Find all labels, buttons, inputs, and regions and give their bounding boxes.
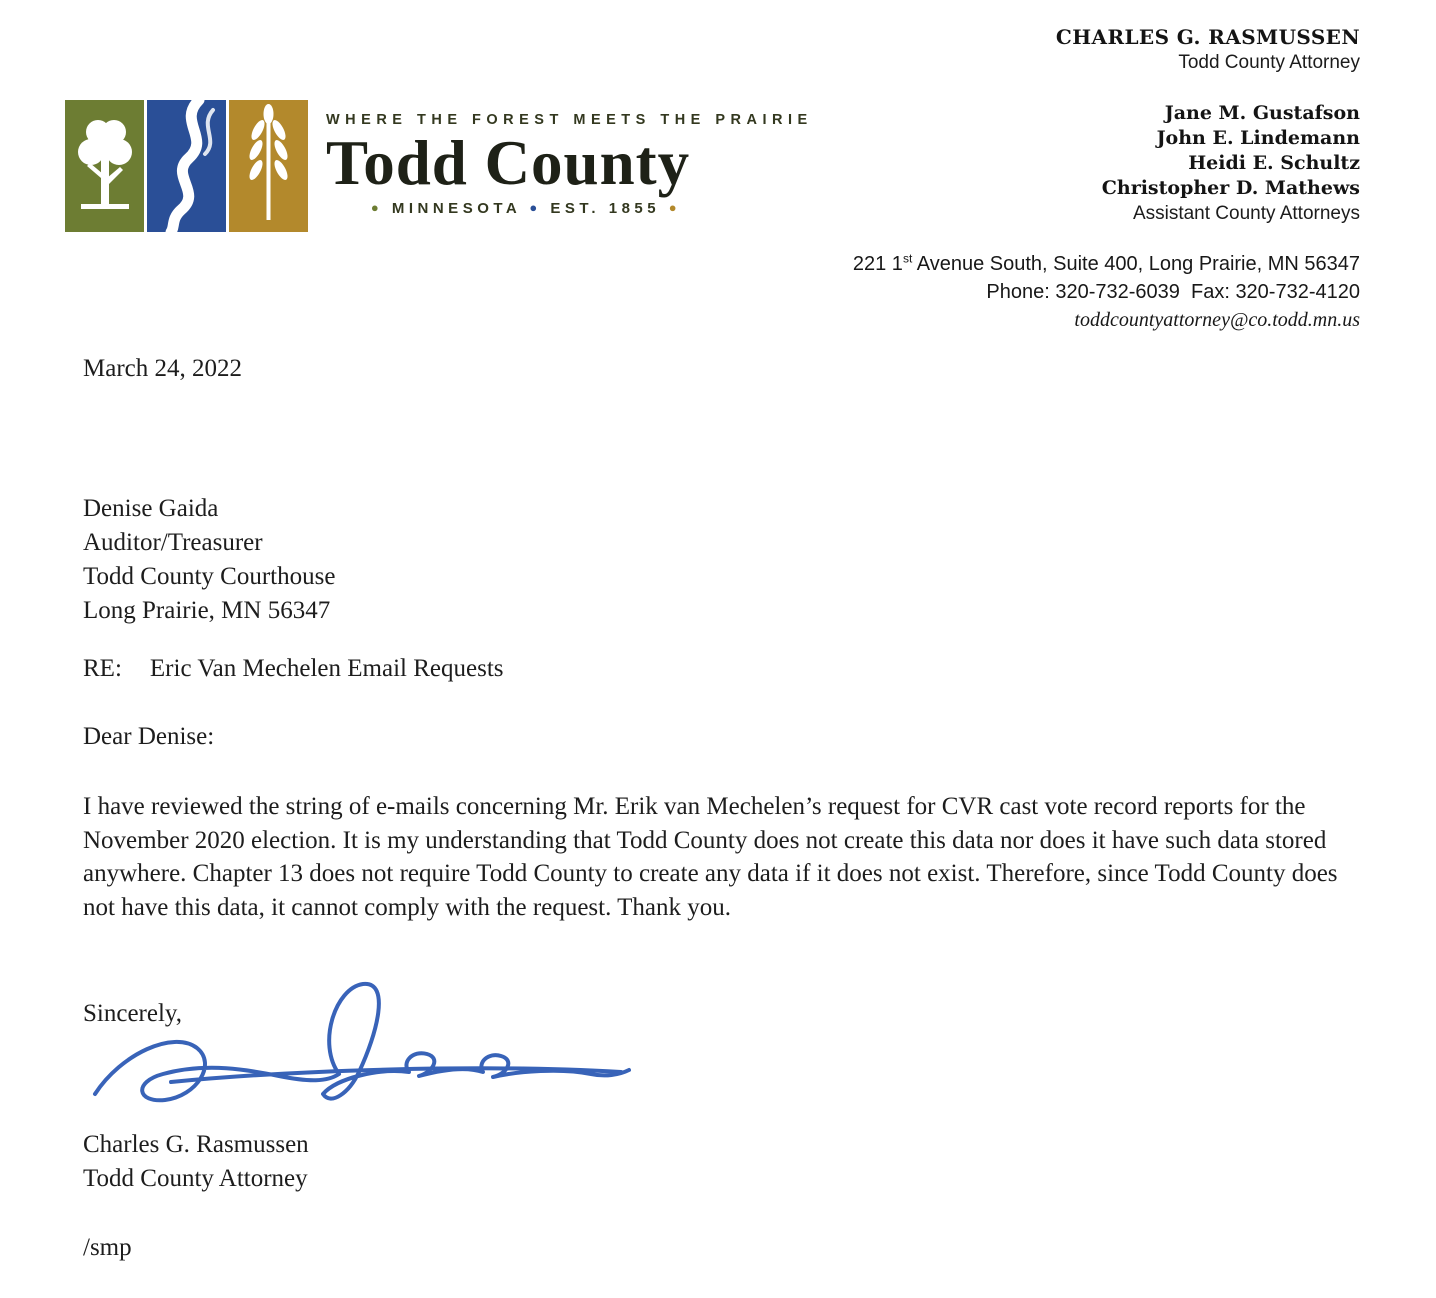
- letter-paragraph: I have reviewed the string of e-mails concerning Mr. Erik van Mechelen’s request for CVR cast vote record reports for the November 2020 election. It is my understanding that Todd County does not create this data nor does it have such data stored anywhere. Chapter 13 does not require Todd County to create any data if it does not exist. Therefore, since Todd County does not have this data, it cannot comply with the request. Thank you.: [83, 793, 1338, 921]
- salutation: Dear Denise:: [83, 723, 215, 750]
- bullet-icon: ●: [529, 200, 542, 215]
- assistant-name: Jane M. Gustafson: [1164, 102, 1360, 124]
- recipient-name: Denise Gaida: [83, 495, 219, 522]
- logo-tagline: WHERE THE FOREST MEETS THE PRAIRIE: [326, 112, 813, 128]
- typist-initials: /smp: [83, 1234, 132, 1261]
- re-label: RE:: [83, 655, 122, 682]
- logo-established: EST. 1855: [550, 200, 661, 217]
- logo-panel-river: [147, 100, 226, 232]
- tree-icon: [65, 100, 144, 232]
- letter-date: March 24, 2022: [83, 355, 242, 382]
- signer-name: Charles G. Rasmussen: [83, 1131, 309, 1158]
- logo-text: [326, 100, 813, 217]
- signature-ink: [73, 972, 648, 1142]
- assistant-name: John E. Lindemann: [1156, 127, 1360, 149]
- logo-subline: [326, 200, 726, 217]
- street-address: 221 1st Avenue South, Suite 400, Long Prairie, MN 56347: [852, 251, 1360, 275]
- closing: Sincerely,: [83, 1000, 183, 1027]
- attorney-title: Todd County Attorney: [1178, 52, 1360, 73]
- email-address: toddcountyattorney@co.todd.mn.us: [1074, 309, 1360, 331]
- recipient-address-block: [83, 492, 335, 628]
- river-icon: [147, 100, 226, 232]
- assistant-name: Heidi E. Schultz: [1188, 152, 1360, 174]
- re-subject: Eric Van Mechelen Email Requests: [149, 655, 504, 682]
- assistant-attorneys-list: [853, 101, 1360, 226]
- recipient-title: Auditor/Treasurer: [83, 529, 263, 556]
- wheat-icon: [229, 100, 308, 232]
- logo-county-name: Todd County: [326, 128, 691, 198]
- assistants-label: Assistant County Attorneys: [1132, 203, 1360, 224]
- phone-fax-line: Phone: 320-732-6039 Fax: 320-732-4120: [986, 281, 1360, 303]
- logo-panels: [65, 100, 308, 232]
- logo-panel-prairie: [229, 100, 308, 232]
- attorney-name: CHARLES G. RASMUSSEN: [1055, 25, 1360, 49]
- ordinal-superscript: st: [902, 251, 913, 266]
- re-line: [83, 655, 504, 683]
- letterhead-contact-block: [853, 24, 1360, 334]
- handwritten-signature: [73, 972, 648, 1142]
- bullet-icon: ●: [668, 200, 682, 215]
- logo-state: MINNESOTA: [391, 200, 521, 217]
- contact-info: [853, 250, 1360, 334]
- logo-panel-forest: [65, 100, 144, 232]
- recipient-org: Todd County Courthouse: [83, 563, 336, 590]
- signer-title: Todd County Attorney: [83, 1165, 308, 1192]
- bullet-icon: ●: [370, 200, 384, 215]
- recipient-city: Long Prairie, MN 56347: [83, 597, 331, 624]
- assistant-name: Christopher D. Mathews: [1101, 177, 1360, 199]
- letterhead-logo: [65, 100, 813, 232]
